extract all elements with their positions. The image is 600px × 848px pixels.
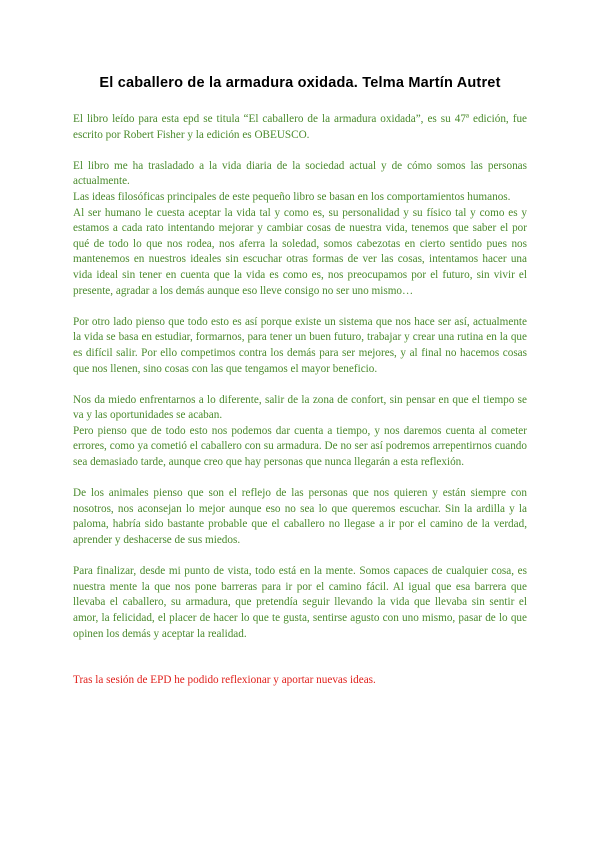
paragraph-society: El libro me ha trasladado a la vida diaria de la sociedad actual y de cómo somos las personas actualmente. [73, 159, 527, 188]
paragraph-spacer [73, 377, 527, 393]
paragraph-fear: Nos da miedo enfrentarnos a lo diferente, salir de la zona de confort, sin pensar en que el tiempo se va y las oportunidades se acaban. [73, 393, 527, 422]
paragraph-conclusion: Para finalizar, desde mi punto de vista, todo está en la mente. Somos capaces de cualquier cosa, es nuestra mente la que nos pone barreras para ir por el camino fácil. Al igual que esa barrera que llevaba el caballero, su armadura, que pretendía seguir llevando la vida que llevaba sin sentir el amor, la felicidad, el placer de hacer lo que te gusta, sentirse agusto con uno mismo, pasar de lo que opinen los demás y aceptar la realidad. [73, 565, 527, 640]
paragraph-philosophical-ideas: Las ideas filosóficas principales de este pequeño libro se basan en los comportamientos humanos. [73, 190, 511, 203]
paragraph-system: Por otro lado pienso que todo esto es así porque existe un sistema que nos hace ser así, actualmente la vida se basa en estudiar, formarnos, para tener un buen futuro, trabajar y crear una rutina en la que es difícil salir. Por ello competimos contra los demás para ser mejores, y al final no hacemos cosas que nos llenen, sino cosas con las que tengamos el mayor beneficio. [73, 315, 527, 375]
paragraph-mistakes: Pero pienso que de todo esto nos podemos dar cuenta a tiempo, y nos daremos cuenta al cometer errores, como ya cometió el caballero con su armadura. De no ser así podremos arrepentirnos cuando sea demasiado tarde, aunque creo que hay personas que nunca llegarán a esta reflexión. [73, 424, 527, 469]
paragraph-animals: De los animales pienso que son el reflejo de las personas que nos quieren y están siempre con nosotros, nos aconsejan lo mejor aunque eso no sea lo que queremos escuchar. Sin la ardilla y la paloma, habría sido bastante probable que el caballero no llegase a ir por el camino de la verdad, aprender y deshacerse de sus miedos. [73, 487, 527, 547]
document-body [73, 112, 527, 689]
paragraph-intro: El libro leído para esta epd se titula “El caballero de la armadura oxidada”, es su 47ª edición, fue escrito por Robert Fisher y la edición es OBEUSCO. [73, 113, 527, 141]
paragraph-human-nature: Al ser humano le cuesta aceptar la vida tal y como es, su personalidad y su físico tal y como es y estamos a cada rato intentando mejorar y cambiar cosas de nuestra vida, tenemos que saber el por qué de todo lo que nos rodea, nos aferra la soledad, somos cabezotas en cierto sentido pues nos mantenemos en nuestros ideales sin escuchar otras formas de ver las cosas, intentamos hacer una vida ideal sin tener en cuenta que la vida es como es, nos preocupamos por el futuro, sin vivir el presente, agradar a los demás aunque eso lleve consigo no ser uno mismo… [73, 206, 527, 297]
page-title: El caballero de la armadura oxidada. Telma Martín Autret [99, 75, 501, 91]
paragraph-spacer [73, 299, 527, 315]
paragraph-spacer [73, 642, 527, 673]
paragraph-spacer [73, 471, 527, 487]
paragraph-spacer [73, 143, 527, 159]
paragraph-spacer [73, 549, 527, 565]
closing-note: Tras la sesión de EPD he podido reflexionar y aportar nuevas ideas. [73, 674, 376, 687]
